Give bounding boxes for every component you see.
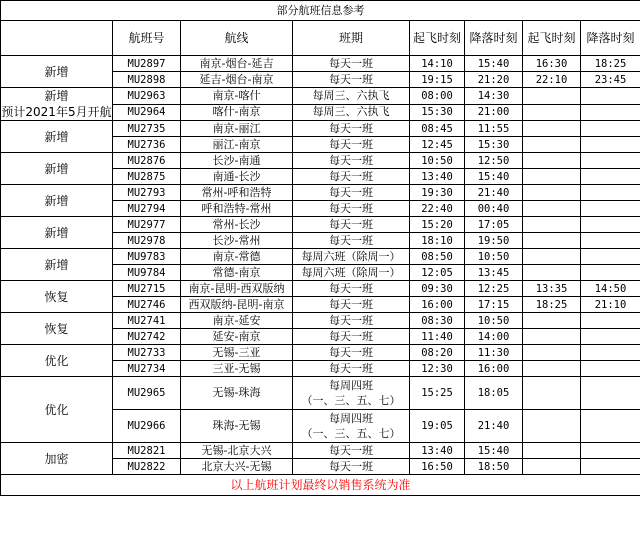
flight-number-cell: MU2746: [113, 297, 181, 313]
depart-time-cell: 12:45: [410, 137, 465, 153]
depart-time-cell: 11:40: [410, 329, 465, 345]
header-route: 航线: [181, 21, 293, 56]
flight-number-cell: MU9784: [113, 265, 181, 281]
arrive-time-cell: 21:20: [465, 72, 523, 88]
flight-number-cell: MU2977: [113, 217, 181, 233]
arrive-time-2-cell: [581, 361, 640, 377]
depart-time-cell: 19:15: [410, 72, 465, 88]
arrive-time-2-cell: [581, 88, 640, 105]
depart-time-2-cell: [523, 201, 581, 217]
route-cell: 常德-南京: [181, 265, 293, 281]
depart-time-2-cell: [523, 88, 581, 105]
arrive-time-cell: 15:30: [465, 137, 523, 153]
category-cell: 新增: [1, 249, 113, 281]
route-cell: 无锡-北京大兴: [181, 443, 293, 459]
arrive-time-2-cell: [581, 249, 640, 265]
flight-number-cell: MU2965: [113, 377, 181, 410]
flight-number-cell: MU2897: [113, 56, 181, 72]
depart-time-2-cell: 18:25: [523, 297, 581, 313]
route-cell: 南京-丽江: [181, 121, 293, 137]
arrive-time-2-cell: [581, 104, 640, 121]
category-cell: 加密: [1, 443, 113, 475]
table-row: [1, 56, 640, 72]
flight-number-cell: MU2821: [113, 443, 181, 459]
table-row: [1, 88, 640, 105]
depart-time-cell: 09:30: [410, 281, 465, 297]
category-cell: 新增: [1, 217, 113, 249]
depart-time-2-cell: 22:10: [523, 72, 581, 88]
depart-time-2-cell: [523, 459, 581, 475]
arrive-time-2-cell: [581, 329, 640, 345]
flight-number-cell: MU2964: [113, 104, 181, 121]
table-row: [1, 121, 640, 137]
flight-number-cell: MU2734: [113, 361, 181, 377]
depart-time-cell: 13:40: [410, 443, 465, 459]
table-row: [1, 313, 640, 329]
route-cell: 常州-呼和浩特: [181, 185, 293, 201]
arrive-time-cell: 11:55: [465, 121, 523, 137]
depart-time-cell: 08:45: [410, 121, 465, 137]
depart-time-2-cell: [523, 249, 581, 265]
route-cell: 珠海-无锡: [181, 410, 293, 443]
schedule-cell: 每天一班: [293, 153, 410, 169]
schedule-cell: 每周三、六执飞: [293, 88, 410, 105]
flight-number-cell: MU2794: [113, 201, 181, 217]
depart-time-2-cell: [523, 361, 581, 377]
schedule-cell: 每周三、六执飞: [293, 104, 410, 121]
depart-time-cell: 22:40: [410, 201, 465, 217]
header-category: [1, 21, 113, 56]
arrive-time-cell: 11:30: [465, 345, 523, 361]
route-cell: 西双版纳-昆明-南京: [181, 297, 293, 313]
header-flight-no: 航班号: [113, 21, 181, 56]
table-row: [1, 443, 640, 459]
arrive-time-cell: 10:50: [465, 249, 523, 265]
route-cell: 长沙-南通: [181, 153, 293, 169]
arrive-time-2-cell: [581, 459, 640, 475]
schedule-cell: 每天一班: [293, 169, 410, 185]
schedule-cell: 每天一班: [293, 121, 410, 137]
arrive-time-2-cell: [581, 137, 640, 153]
category-cell: 新增: [1, 121, 113, 153]
arrive-time-cell: 14:30: [465, 88, 523, 105]
arrive-time-2-cell: 18:25: [581, 56, 640, 72]
depart-time-cell: 08:30: [410, 313, 465, 329]
route-cell: 延安-南京: [181, 329, 293, 345]
depart-time-2-cell: [523, 377, 581, 410]
flight-number-cell: MU2875: [113, 169, 181, 185]
flight-number-cell: MU2741: [113, 313, 181, 329]
route-cell: 无锡-三亚: [181, 345, 293, 361]
flight-number-cell: MU2742: [113, 329, 181, 345]
header-row: [1, 21, 640, 56]
depart-time-2-cell: [523, 345, 581, 361]
flight-number-cell: MU2876: [113, 153, 181, 169]
flight-number-cell: MU2715: [113, 281, 181, 297]
header-depart-time: 起飞时刻: [410, 21, 465, 56]
category-cell: 恢复: [1, 281, 113, 313]
arrive-time-2-cell: 14:50: [581, 281, 640, 297]
route-cell: 丽江-南京: [181, 137, 293, 153]
depart-time-cell: 19:30: [410, 185, 465, 201]
table-row: [1, 345, 640, 361]
route-cell: 北京大兴-无锡: [181, 459, 293, 475]
route-cell: 三亚-无锡: [181, 361, 293, 377]
schedule-cell: 每天一班: [293, 329, 410, 345]
table-row: [1, 377, 640, 410]
arrive-time-cell: 15:40: [465, 56, 523, 72]
route-cell: 喀什-南京: [181, 104, 293, 121]
arrive-time-2-cell: [581, 233, 640, 249]
schedule-cell: 每天一班: [293, 459, 410, 475]
arrive-time-cell: 17:15: [465, 297, 523, 313]
category-cell: 优化: [1, 345, 113, 377]
route-cell: 南京-常德: [181, 249, 293, 265]
schedule-cell: 每天一班: [293, 281, 410, 297]
arrive-time-cell: 15:40: [465, 169, 523, 185]
flight-number-cell: MU2793: [113, 185, 181, 201]
category-cell: 新增: [1, 185, 113, 217]
route-cell: 南通-长沙: [181, 169, 293, 185]
flight-number-cell: MU2736: [113, 137, 181, 153]
flight-number-cell: MU2963: [113, 88, 181, 105]
route-cell: 南京-喀什: [181, 88, 293, 105]
schedule-cell: 每周四班 （一、三、五、七）: [293, 377, 410, 410]
depart-time-2-cell: [523, 121, 581, 137]
header-arrive-time-2: 降落时刻: [581, 21, 640, 56]
depart-time-2-cell: [523, 153, 581, 169]
arrive-time-cell: 21:40: [465, 410, 523, 443]
route-cell: 无锡-珠海: [181, 377, 293, 410]
depart-time-2-cell: 16:30: [523, 56, 581, 72]
schedule-cell: 每天一班: [293, 217, 410, 233]
table-row: [1, 153, 640, 169]
schedule-cell: 每天一班: [293, 137, 410, 153]
table-row: [1, 249, 640, 265]
arrive-time-cell: 13:45: [465, 265, 523, 281]
category-cell: 新增 预计2021年5月开航: [1, 89, 112, 119]
schedule-cell: 每周六班（除周一）: [293, 265, 410, 281]
schedule-cell: 每天一班: [293, 72, 410, 88]
arrive-time-2-cell: [581, 217, 640, 233]
depart-time-2-cell: [523, 217, 581, 233]
depart-time-2-cell: [523, 329, 581, 345]
depart-time-2-cell: 13:35: [523, 281, 581, 297]
arrive-time-cell: 15:40: [465, 443, 523, 459]
route-cell: 南京-延安: [181, 313, 293, 329]
depart-time-2-cell: [523, 185, 581, 201]
footer-note: 以上航班计划最终以销售系统为准: [1, 475, 640, 496]
depart-time-cell: 08:00: [410, 88, 465, 105]
schedule-cell: 每天一班: [293, 313, 410, 329]
arrive-time-2-cell: 23:45: [581, 72, 640, 88]
arrive-time-2-cell: [581, 121, 640, 137]
depart-time-cell: 08:20: [410, 345, 465, 361]
arrive-time-cell: 17:05: [465, 217, 523, 233]
flight-number-cell: MU2898: [113, 72, 181, 88]
depart-time-2-cell: [523, 233, 581, 249]
route-cell: 呼和浩特-常州: [181, 201, 293, 217]
arrive-time-2-cell: [581, 313, 640, 329]
category-cell: 恢复: [1, 313, 113, 345]
depart-time-cell: 12:05: [410, 265, 465, 281]
arrive-time-cell: 00:40: [465, 201, 523, 217]
depart-time-cell: 18:10: [410, 233, 465, 249]
depart-time-cell: 10:50: [410, 153, 465, 169]
schedule-cell: 每天一班: [293, 345, 410, 361]
flight-number-cell: MU2822: [113, 459, 181, 475]
flight-number-cell: MU2966: [113, 410, 181, 443]
arrive-time-cell: 12:25: [465, 281, 523, 297]
arrive-time-cell: 21:40: [465, 185, 523, 201]
depart-time-cell: 16:50: [410, 459, 465, 475]
route-cell: 延吉-烟台-南京: [181, 72, 293, 88]
route-cell: 长沙-常州: [181, 233, 293, 249]
schedule-cell: 每天一班: [293, 443, 410, 459]
depart-time-cell: 19:05: [410, 410, 465, 443]
depart-time-cell: 15:20: [410, 217, 465, 233]
table-row: [1, 281, 640, 297]
arrive-time-2-cell: [581, 265, 640, 281]
schedule-cell: 每天一班: [293, 361, 410, 377]
arrive-time-cell: 10:50: [465, 313, 523, 329]
arrive-time-cell: 14:00: [465, 329, 523, 345]
schedule-cell: 每天一班: [293, 185, 410, 201]
route-cell: 南京-昆明-西双版纳: [181, 281, 293, 297]
flight-number-cell: MU2733: [113, 345, 181, 361]
depart-time-cell: 14:10: [410, 56, 465, 72]
depart-time-cell: 16:00: [410, 297, 465, 313]
depart-time-2-cell: [523, 104, 581, 121]
category-cell: 新增: [1, 56, 113, 88]
arrive-time-cell: 21:00: [465, 104, 523, 121]
arrive-time-cell: 16:00: [465, 361, 523, 377]
depart-time-cell: 08:50: [410, 249, 465, 265]
schedule-cell: 每周四班 （一、三、五、七）: [293, 410, 410, 443]
schedule-cell: 每天一班: [293, 56, 410, 72]
table-row: [1, 185, 640, 201]
arrive-time-2-cell: 21:10: [581, 297, 640, 313]
schedule-cell: 每天一班: [293, 233, 410, 249]
schedule-cell: 每周六班（除周一）: [293, 249, 410, 265]
arrive-time-2-cell: [581, 201, 640, 217]
arrive-time-2-cell: [581, 443, 640, 459]
depart-time-2-cell: [523, 137, 581, 153]
header-schedule: 班期: [293, 21, 410, 56]
arrive-time-2-cell: [581, 377, 640, 410]
depart-time-2-cell: [523, 169, 581, 185]
depart-time-2-cell: [523, 313, 581, 329]
schedule-cell: 每天一班: [293, 201, 410, 217]
arrive-time-cell: 18:05: [465, 377, 523, 410]
flight-number-cell: MU2978: [113, 233, 181, 249]
arrive-time-cell: 12:50: [465, 153, 523, 169]
schedule-cell: 每天一班: [293, 297, 410, 313]
depart-time-cell: 12:30: [410, 361, 465, 377]
depart-time-cell: 15:30: [410, 104, 465, 121]
flight-number-cell: MU2735: [113, 121, 181, 137]
route-cell: 常州-长沙: [181, 217, 293, 233]
arrive-time-2-cell: [581, 345, 640, 361]
arrive-time-2-cell: [581, 185, 640, 201]
category-cell: 优化: [1, 377, 113, 443]
table-row: [1, 217, 640, 233]
depart-time-2-cell: [523, 443, 581, 459]
footer-row: [1, 475, 640, 496]
table-title: 部分航班信息参考: [1, 1, 640, 21]
arrive-time-2-cell: [581, 153, 640, 169]
arrive-time-cell: 19:50: [465, 233, 523, 249]
arrive-time-2-cell: [581, 410, 640, 443]
depart-time-2-cell: [523, 265, 581, 281]
depart-time-cell: 13:40: [410, 169, 465, 185]
flight-number-cell: MU9783: [113, 249, 181, 265]
category-cell: 新增: [1, 153, 113, 185]
arrive-time-2-cell: [581, 169, 640, 185]
depart-time-cell: 15:25: [410, 377, 465, 410]
header-depart-time-2: 起飞时刻: [523, 21, 581, 56]
arrive-time-cell: 18:50: [465, 459, 523, 475]
depart-time-2-cell: [523, 410, 581, 443]
header-arrive-time: 降落时刻: [465, 21, 523, 56]
route-cell: 南京-烟台-延吉: [181, 56, 293, 72]
